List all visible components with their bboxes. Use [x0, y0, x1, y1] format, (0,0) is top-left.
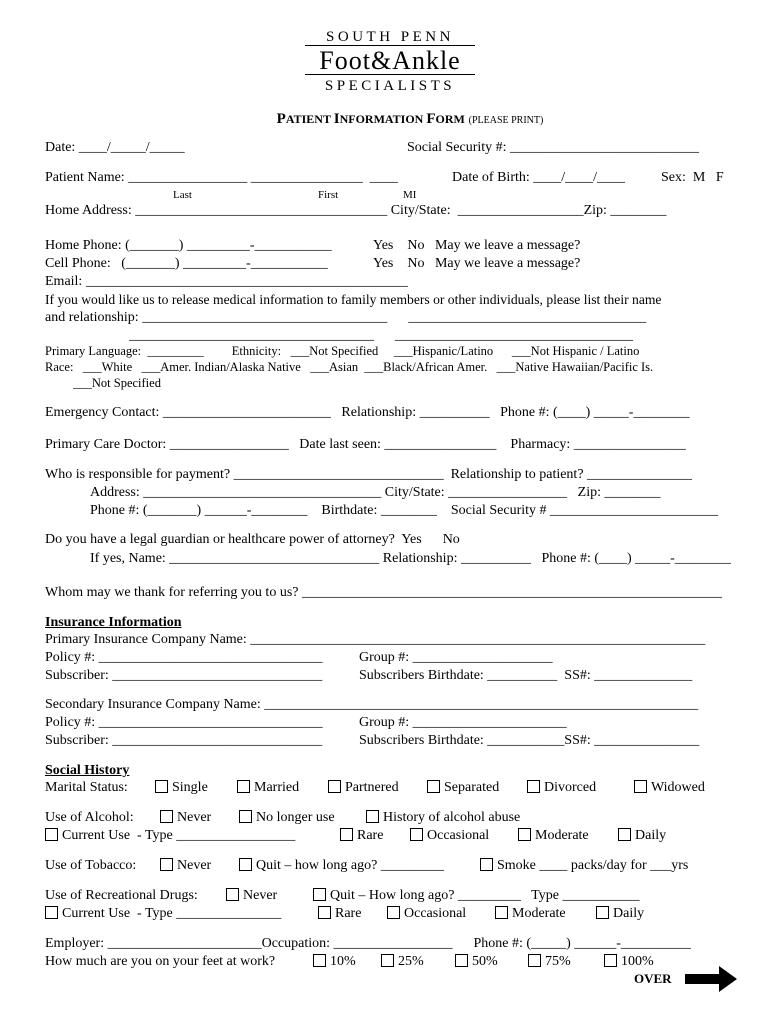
- option-label: Never: [243, 888, 278, 903]
- feet-option-75[interactable]: [528, 954, 571, 970]
- home-phone-message[interactable]: Yes No May we leave a message?: [373, 238, 581, 253]
- option-label: 75%: [545, 954, 571, 969]
- insurance-heading: Insurance Information: [45, 615, 182, 630]
- alcohol-no-longer-option[interactable]: [239, 810, 335, 826]
- name-first-caption: First: [318, 189, 339, 201]
- over-label: OVER: [634, 971, 672, 986]
- option-label: No longer use: [256, 810, 335, 825]
- option-label: Daily: [613, 906, 645, 921]
- feet-option-10[interactable]: [313, 954, 356, 970]
- checkbox-icon[interactable]: [495, 906, 508, 919]
- feet-at-work-label: How much are you on your feet at work?: [45, 954, 276, 969]
- secondary-policy-field[interactable]: Policy #: ________________________________: [45, 715, 323, 730]
- checkbox-icon[interactable]: [328, 780, 341, 793]
- release-name-field-2[interactable]: ___________________________________ __________________________________: [45, 328, 633, 343]
- guardian-question[interactable]: Do you have a legal guardian or healthcare power of attorney? Yes No: [45, 532, 460, 547]
- checkbox-icon[interactable]: [518, 828, 531, 841]
- title-part: NFORMATION: [339, 112, 427, 126]
- checkbox-icon[interactable]: [528, 954, 541, 967]
- emergency-contact-row[interactable]: Emergency Contact: ________________________ Relationship: __________ Phone #: (____) _____-________: [45, 405, 690, 420]
- language-ethnicity-row[interactable]: Primary Language: _________ Ethnicity: ___Not Specified ___Hispanic/Latino ___Not Hispanic / Latino: [45, 344, 640, 358]
- checkbox-icon[interactable]: [381, 954, 394, 967]
- date-field[interactable]: Date: ____/_____/_____: [45, 140, 185, 155]
- title-part: ORM: [435, 112, 465, 126]
- checkbox-icon[interactable]: [160, 858, 173, 871]
- marital-option-divorced[interactable]: [527, 780, 596, 796]
- checkbox-icon[interactable]: [318, 906, 331, 919]
- name-last-caption: Last: [173, 189, 192, 201]
- checkbox-icon[interactable]: [160, 810, 173, 823]
- home-address-field[interactable]: Home Address: ____________________________________ City/State: __________________Zip: ________: [45, 203, 667, 218]
- option-label: Smoke ____ packs/day for ___yrs: [497, 858, 689, 873]
- ssn-field[interactable]: Social Security #: ___________________________: [407, 140, 700, 155]
- option-label: Rare: [357, 828, 384, 843]
- feet-option-100[interactable]: [604, 954, 654, 970]
- checkbox-icon[interactable]: [239, 858, 252, 871]
- option-label: 100%: [621, 954, 654, 969]
- option-label: Separated: [444, 780, 500, 795]
- checkbox-icon[interactable]: [618, 828, 631, 841]
- alcohol-rare-option[interactable]: [340, 828, 383, 844]
- tobacco-quit-option[interactable]: [239, 858, 444, 874]
- alcohol-history-option[interactable]: [366, 810, 520, 826]
- checkbox-icon[interactable]: [226, 888, 239, 901]
- home-phone-field[interactable]: Home Phone: (_______) _________-___________: [45, 238, 332, 253]
- option-label: History of alcohol abuse: [383, 810, 521, 825]
- checkbox-icon[interactable]: [387, 906, 400, 919]
- option-label: 25%: [398, 954, 424, 969]
- logo-line-south-penn: SOUTH PENN: [305, 29, 475, 46]
- checkbox-icon[interactable]: [596, 906, 609, 919]
- referral-field[interactable]: Whom may we thank for referring you to us? ____________________________________________________________: [45, 585, 722, 600]
- checkbox-icon[interactable]: [45, 828, 58, 841]
- secondary-subscriber-field[interactable]: Subscriber: ______________________________: [45, 733, 323, 748]
- drugs-never-option[interactable]: [226, 888, 277, 904]
- option-label: 50%: [472, 954, 498, 969]
- please-print-note: (PLEASE PRINT): [468, 115, 544, 126]
- employer-row[interactable]: Employer: ______________________Occupation: _________________ Phone #: (_____) ______-__________: [45, 936, 691, 951]
- option-label: Partnered: [345, 780, 399, 795]
- sex-field[interactable]: Sex: M F: [661, 170, 724, 185]
- title-letter: I: [333, 111, 340, 127]
- primary-group-field[interactable]: Group #: ____________________: [359, 650, 553, 665]
- alcohol-current-option[interactable]: [45, 828, 295, 844]
- release-name-field-1[interactable]: and relationship: ___________________________________ __________________________________: [45, 310, 647, 325]
- checkbox-icon[interactable]: [455, 954, 468, 967]
- marital-option-single[interactable]: [155, 780, 208, 796]
- responsible-address-row[interactable]: Address: __________________________________ City/State: _________________ Zip: ________: [90, 485, 661, 500]
- option-label: Daily: [635, 828, 667, 843]
- race-row-continued[interactable]: ___Not Specified: [45, 376, 161, 390]
- option-label: Widowed: [651, 780, 705, 795]
- option-label: Moderate: [512, 906, 566, 921]
- tobacco-never-option[interactable]: [160, 858, 211, 874]
- checkbox-icon[interactable]: [155, 780, 168, 793]
- alcohol-moderate-option[interactable]: [518, 828, 589, 844]
- checkbox-icon[interactable]: [366, 810, 379, 823]
- marital-option-widowed[interactable]: [634, 780, 705, 796]
- cell-phone-field[interactable]: Cell Phone: (_______) _________-___________: [45, 256, 328, 271]
- secondary-group-field[interactable]: Group #: ______________________: [359, 715, 567, 730]
- logo-line-specialists: SPECIALISTS: [324, 78, 456, 94]
- checkbox-icon[interactable]: [604, 954, 617, 967]
- social-history-heading: Social History: [45, 763, 130, 778]
- drugs-rare-option[interactable]: [318, 906, 361, 922]
- guardian-details-row[interactable]: If yes, Name: ______________________________ Relationship: __________ Phone #: (____) _____-________: [90, 551, 731, 566]
- responsible-party-row[interactable]: Who is responsible for payment? ______________________________ Relationship to patient? _______________: [45, 467, 693, 482]
- option-label: Quit – how long ago? _________: [256, 858, 444, 873]
- checkbox-icon[interactable]: [237, 780, 250, 793]
- option-label: Single: [172, 780, 208, 795]
- option-label: Never: [177, 810, 212, 825]
- primary-subscriber-birthdate-field[interactable]: Subscribers Birthdate: __________ SS#: ______________: [359, 668, 693, 683]
- marital-status-label: Marital Status:: [45, 780, 128, 795]
- drugs-daily-option[interactable]: [596, 906, 644, 922]
- drugs-label: Use of Recreational Drugs:: [45, 888, 198, 903]
- option-label: Occasional: [427, 828, 490, 843]
- alcohol-never-option[interactable]: [160, 810, 211, 826]
- email-field[interactable]: Email: ______________________________________________: [45, 274, 408, 289]
- option-label: Rare: [335, 906, 362, 921]
- checkbox-icon[interactable]: [340, 828, 353, 841]
- title-letter: P: [276, 111, 286, 127]
- logo-line-foot-ankle: Foot&Ankle: [305, 48, 475, 75]
- alcohol-daily-option[interactable]: [618, 828, 666, 844]
- tobacco-label: Use of Tobacco:: [45, 858, 137, 873]
- name-mi-caption: MI: [403, 189, 417, 201]
- option-label: Current Use - Type _______________: [62, 906, 282, 921]
- option-label: 10%: [330, 954, 356, 969]
- alcohol-label: Use of Alcohol:: [45, 810, 134, 825]
- marital-option-married[interactable]: [237, 780, 299, 796]
- primary-insurance-company-field[interactable]: Primary Insurance Company Name: _________________________________________________________________: [45, 632, 706, 647]
- tobacco-smoke-option[interactable]: [480, 858, 688, 874]
- secondary-insurance-company-field[interactable]: Secondary Insurance Company Name: ______________________________________________________________: [45, 697, 699, 712]
- dob-field[interactable]: Date of Birth: ____/____/____: [452, 170, 626, 185]
- checkbox-icon[interactable]: [45, 906, 58, 919]
- primary-policy-field[interactable]: Policy #: ________________________________: [45, 650, 323, 665]
- marital-option-partnered[interactable]: [328, 780, 399, 796]
- responsible-phone-row[interactable]: Phone #: (_______) ______-________ Birthdate: ________ Social Security # ________________________: [90, 503, 719, 518]
- checkbox-icon[interactable]: [410, 828, 423, 841]
- secondary-subscriber-birthdate-field[interactable]: Subscribers Birthdate: ___________SS#: _______________: [359, 733, 700, 748]
- feet-option-25[interactable]: [381, 954, 424, 970]
- option-label: Divorced: [544, 780, 597, 795]
- option-label: Moderate: [535, 828, 589, 843]
- primary-subscriber-field[interactable]: Subscriber: ______________________________: [45, 668, 323, 683]
- arrow-right-icon: [685, 966, 737, 992]
- drugs-occasional-option[interactable]: [387, 906, 466, 922]
- checkbox-icon[interactable]: [313, 954, 326, 967]
- patient-name-field[interactable]: Patient Name: _________________ ________________ ____: [45, 170, 398, 185]
- title-part: ATIENT: [285, 112, 334, 126]
- feet-option-50[interactable]: [455, 954, 498, 970]
- checkbox-icon[interactable]: [313, 888, 326, 901]
- checkbox-icon[interactable]: [239, 810, 252, 823]
- drugs-quit-option[interactable]: [313, 888, 639, 904]
- checkbox-icon[interactable]: [480, 858, 493, 871]
- marital-option-separated[interactable]: [427, 780, 499, 796]
- drugs-moderate-option[interactable]: [495, 906, 566, 922]
- option-label: Occasional: [404, 906, 467, 921]
- alcohol-occasional-option[interactable]: [410, 828, 489, 844]
- cell-phone-message[interactable]: Yes No May we leave a message?: [373, 256, 581, 271]
- option-label: Never: [177, 858, 212, 873]
- drugs-current-option[interactable]: [45, 906, 281, 922]
- checkbox-icon[interactable]: [527, 780, 540, 793]
- checkbox-icon[interactable]: [427, 780, 440, 793]
- option-label: Married: [254, 780, 300, 795]
- primary-care-row[interactable]: Primary Care Doctor: _________________ Date last seen: ________________ Pharmacy: ________________: [45, 437, 686, 452]
- option-label: Current Use - Type _________________: [62, 828, 296, 843]
- option-label: Quit – How long ago? _________ Type ___________: [330, 888, 640, 903]
- title-letter: F: [426, 111, 436, 127]
- race-row[interactable]: Race: ___White ___Amer. Indian/Alaska Native ___Asian ___Black/African Amer. ___Native Hawaiian/Pacific Is.: [45, 360, 654, 374]
- checkbox-icon[interactable]: [634, 780, 647, 793]
- release-instructions: If you would like us to release medical information to family members or other individuals, please list their name: [45, 292, 662, 307]
- form-title: [0, 111, 770, 128]
